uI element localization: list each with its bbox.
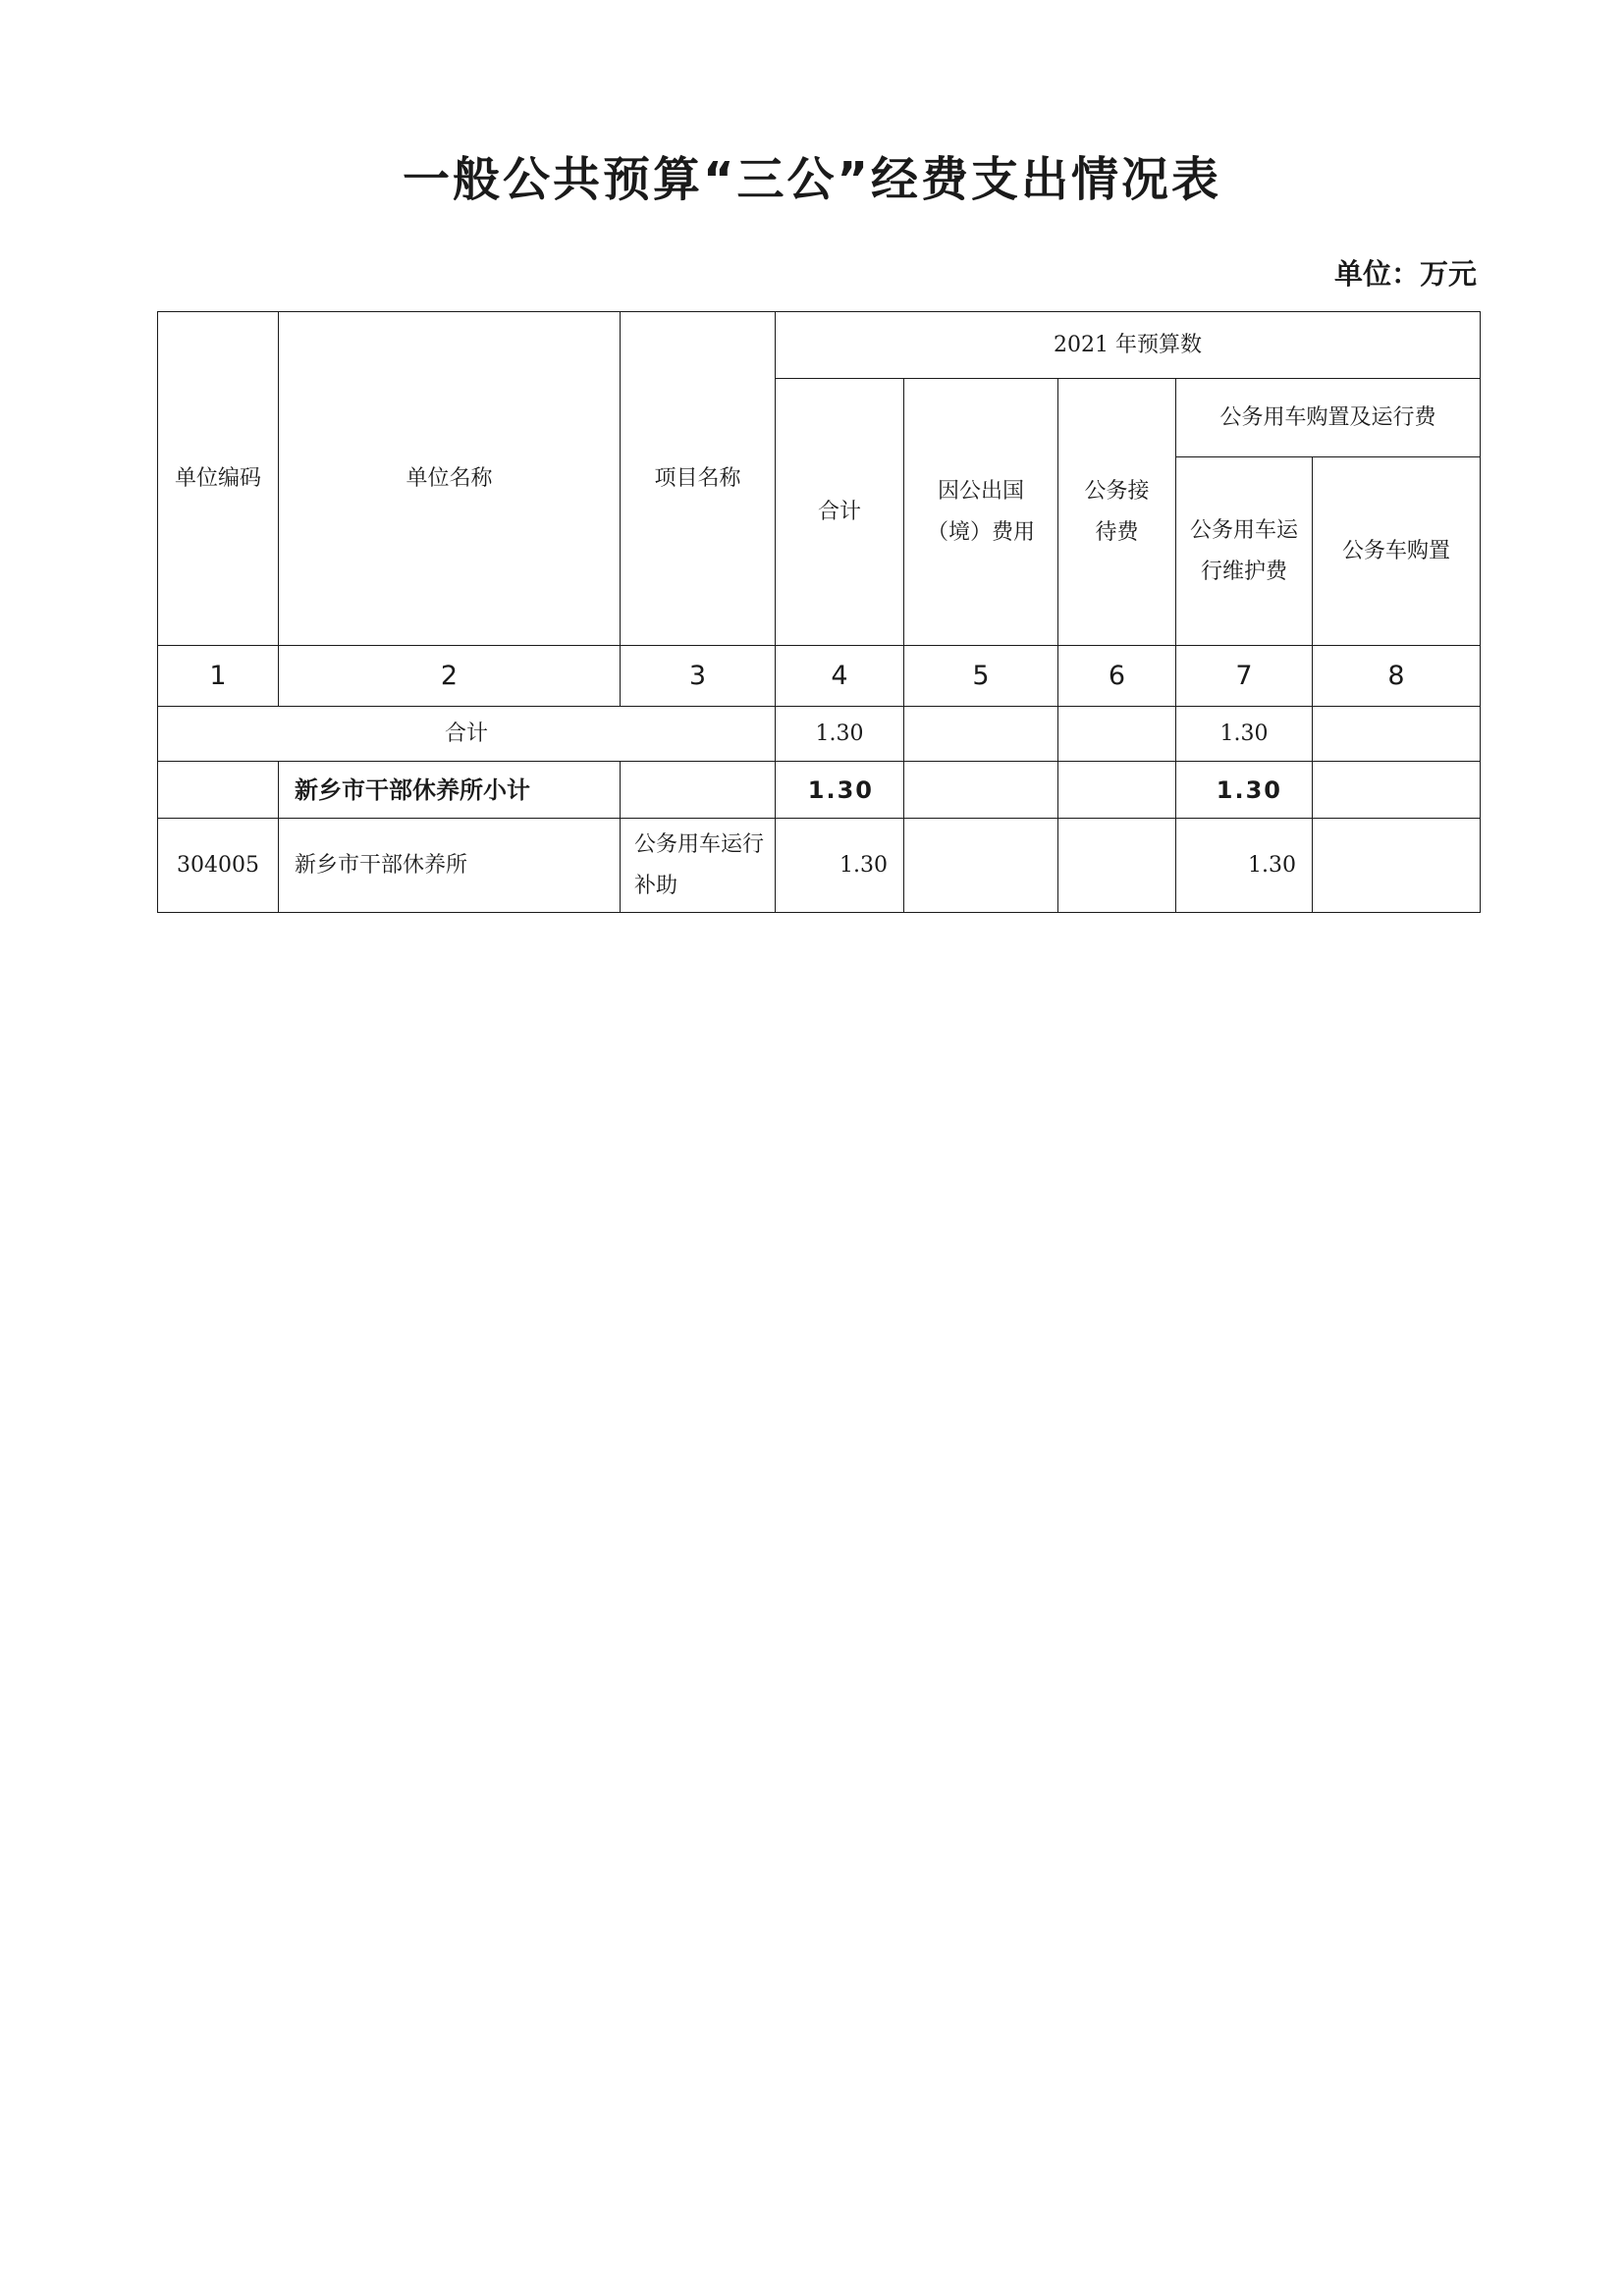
column-number: 6 bbox=[1058, 646, 1176, 707]
row-reception bbox=[1058, 819, 1176, 913]
table-row bbox=[158, 819, 1481, 913]
header-project-name: 项目名称 bbox=[621, 312, 776, 646]
header-reception: 公务接待费 bbox=[1058, 379, 1176, 646]
header-vehicle-group: 公务用车购置及运行费 bbox=[1176, 379, 1481, 457]
total-row bbox=[158, 707, 1481, 762]
header-abroad: 因公出国（境）费用 bbox=[904, 379, 1058, 646]
header-unit-name: 单位名称 bbox=[279, 312, 621, 646]
row-abroad bbox=[904, 819, 1058, 913]
subtotal-abroad bbox=[904, 762, 1058, 819]
header-vehicle-purchase: 公务车购置 bbox=[1313, 457, 1481, 646]
column-number: 8 bbox=[1313, 646, 1481, 707]
row-vehicle-purchase bbox=[1313, 819, 1481, 913]
row-unit-code: 304005 bbox=[158, 819, 279, 913]
subtotal-vehicle-maintenance: 1.30 bbox=[1176, 762, 1313, 819]
subtotal-unit-name: 新乡市干部休养所小计 bbox=[279, 762, 621, 819]
header-vehicle-maintenance: 公务用车运行维护费 bbox=[1176, 457, 1313, 646]
row-total: 1.30 bbox=[776, 819, 904, 913]
column-number: 3 bbox=[621, 646, 776, 707]
column-number-row bbox=[158, 646, 1481, 707]
subtotal-vehicle-purchase bbox=[1313, 762, 1481, 819]
row-unit-name: 新乡市干部休养所 bbox=[279, 819, 621, 913]
total-row-total: 1.30 bbox=[776, 707, 904, 762]
total-row-label: 合计 bbox=[158, 707, 776, 762]
total-row-vehicle-purchase bbox=[1313, 707, 1481, 762]
subtotal-row bbox=[158, 762, 1481, 819]
total-row-reception bbox=[1058, 707, 1176, 762]
expense-table bbox=[157, 311, 1481, 913]
column-number: 7 bbox=[1176, 646, 1313, 707]
column-number: 5 bbox=[904, 646, 1058, 707]
row-project-name: 公务用车运行补助 bbox=[621, 819, 776, 913]
column-number: 2 bbox=[279, 646, 621, 707]
unit-label: 单位：万元 bbox=[1333, 257, 1477, 291]
subtotal-total: 1.30 bbox=[776, 762, 904, 819]
subtotal-unit-code bbox=[158, 762, 279, 819]
subtotal-project-name bbox=[621, 762, 776, 819]
subtotal-reception bbox=[1058, 762, 1176, 819]
header-budget-group: 2021 年预算数 bbox=[776, 312, 1481, 379]
column-number: 1 bbox=[158, 646, 279, 707]
header-total: 合计 bbox=[776, 379, 904, 646]
total-row-abroad bbox=[904, 707, 1058, 762]
column-number: 4 bbox=[776, 646, 904, 707]
header-row-1 bbox=[158, 312, 1481, 379]
row-vehicle-maintenance: 1.30 bbox=[1176, 819, 1313, 913]
header-unit-code: 单位编码 bbox=[158, 312, 279, 646]
page-title: 一般公共预算“三公”经费支出情况表 bbox=[402, 152, 1222, 207]
total-row-vehicle-maintenance: 1.30 bbox=[1176, 707, 1313, 762]
